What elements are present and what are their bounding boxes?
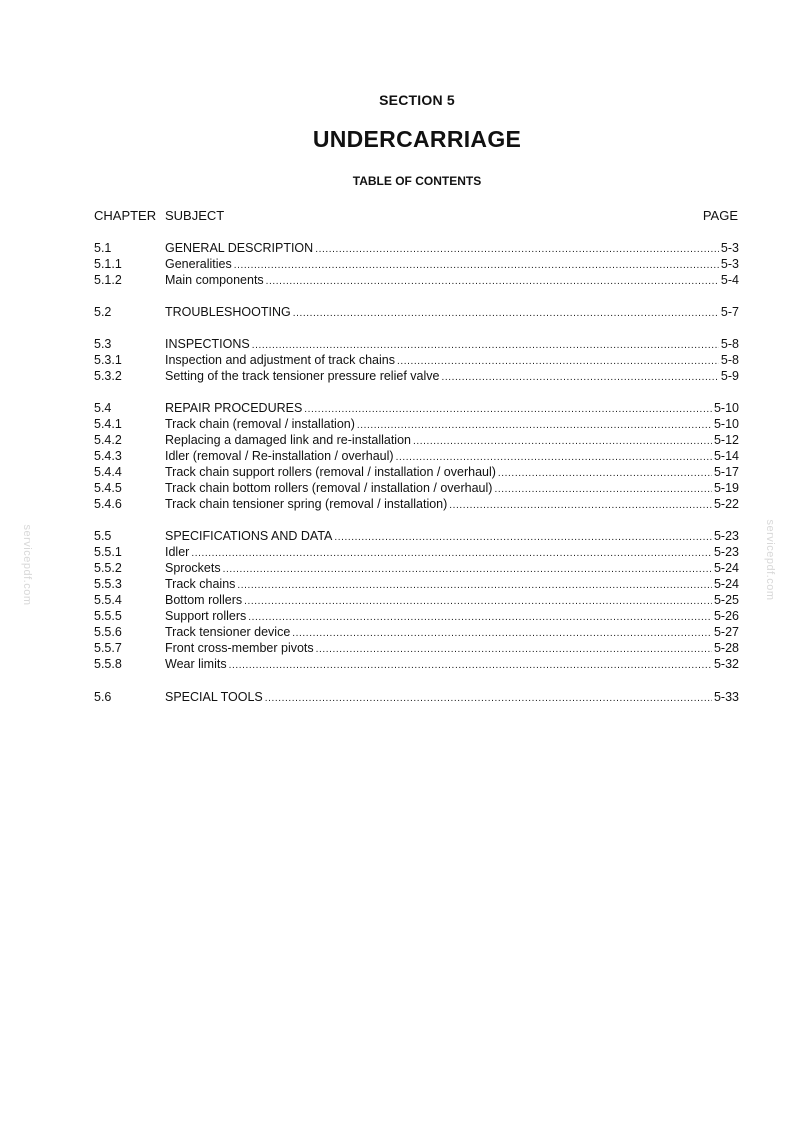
dot-leader: [265, 691, 712, 707]
toc-entry: [94, 464, 739, 480]
toc-entry-number: 5.1: [94, 241, 112, 255]
toc-entry-number: 5.5: [94, 529, 112, 543]
toc-entry: [94, 448, 739, 464]
toc-entry: [94, 560, 739, 576]
toc-entry-subject: Idler (removal / Re-installation / overhaul): [165, 449, 394, 463]
toc-entry-number: 5.5.1: [94, 545, 122, 559]
toc-entry: [94, 480, 739, 496]
toc-entry: [94, 496, 739, 512]
toc-entry: [94, 576, 739, 592]
toc-entry-page: 5-17: [713, 465, 739, 479]
toc-entry-subject: Track chain tensioner spring (removal / installation): [165, 497, 448, 511]
toc-entry-subject: Support rollers: [165, 609, 247, 623]
toc-entry-page: 5-12: [713, 433, 739, 447]
toc-entry-subject: Sprockets: [165, 561, 221, 575]
toc-entry-number: 5.4.3: [94, 449, 122, 463]
toc-entry-number: 5.3.1: [94, 353, 122, 367]
toc-entry-number: 5.5.7: [94, 641, 122, 655]
toc-entry-subject: INSPECTIONS: [165, 337, 250, 351]
toc-entry-subject: Inspection and adjustment of track chains: [165, 353, 395, 367]
toc-entry-page: 5-33: [713, 690, 739, 704]
toc-entry-number: 5.5.8: [94, 657, 122, 671]
page-title: UNDERCARRIAGE: [312, 126, 522, 152]
toc-entry-page: 5-4: [720, 273, 739, 287]
toc-entry: [94, 592, 739, 608]
toc-entry-subject: Bottom rollers: [165, 593, 243, 607]
toc-entry-page: 5-8: [720, 337, 739, 351]
toc-entry-page: 5-3: [720, 257, 739, 271]
toc-entry-subject: Main components: [165, 273, 264, 287]
toc-entry: [94, 272, 739, 288]
toc-entry: [94, 656, 739, 672]
toc-entry-page: 5-7: [720, 305, 739, 319]
toc-entry-subject: TROUBLESHOOTING: [165, 305, 291, 319]
page-column-header: PAGE: [702, 208, 738, 223]
toc-entry: [94, 240, 739, 256]
toc-entry-subject: Setting of the track tensioner pressure relief valve: [165, 369, 440, 383]
toc-entry: [94, 689, 739, 705]
toc-entry: [94, 544, 739, 560]
toc-entry-number: 5.3.2: [94, 369, 122, 383]
toc-entry-number: 5.4.4: [94, 465, 122, 479]
dot-leader: [266, 274, 719, 290]
toc-entry-number: 5.6: [94, 690, 112, 704]
toc-entry: [94, 368, 739, 384]
dot-leader: [441, 370, 718, 386]
toc-entry-page: 5-24: [713, 561, 739, 575]
toc-entry-number: 5.4.5: [94, 481, 122, 495]
toc-entry-number: 5.5.4: [94, 593, 122, 607]
toc-heading: TABLE OF CONTENTS: [352, 174, 482, 188]
toc-entry-number: 5.5.6: [94, 625, 122, 639]
subject-column-header: SUBJECT: [165, 208, 225, 223]
toc-entry-subject: Track chains: [165, 577, 236, 591]
toc-entry-number: 5.4: [94, 401, 112, 415]
toc-entry-page: 5-25: [713, 593, 739, 607]
toc-entry-page: 5-26: [713, 609, 739, 623]
toc-entry-subject: Track chain bottom rollers (removal / installation / overhaul): [165, 481, 493, 495]
toc-entry-subject: Wear limits: [165, 657, 227, 671]
toc-entry-number: 5.4.1: [94, 417, 122, 431]
toc-entry-subject: Idler: [165, 545, 190, 559]
watermark-left: servicepdf.com: [21, 524, 33, 606]
toc-entry: [94, 640, 739, 656]
toc-entry-subject: Track chain (removal / installation): [165, 417, 355, 431]
toc-entry-page: 5-14: [713, 449, 739, 463]
toc-entry-number: 5.1.1: [94, 257, 122, 271]
toc-entry-page: 5-23: [713, 545, 739, 559]
dot-leader: [293, 306, 719, 322]
toc-entry-number: 5.5.3: [94, 577, 122, 591]
toc-entry-subject: Front cross-member pivots: [165, 641, 314, 655]
toc-entry-page: 5-10: [713, 417, 739, 431]
toc-entry: [94, 624, 739, 640]
toc-entry-page: 5-9: [720, 369, 739, 383]
toc-entry-page: 5-10: [713, 401, 739, 415]
toc-entry: [94, 432, 739, 448]
section-label: SECTION 5: [379, 92, 455, 108]
toc-entry-number: 5.4.6: [94, 497, 122, 511]
toc-entry: [94, 256, 739, 272]
watermark-right: servicepdf.com: [764, 519, 776, 601]
toc-entry-page: 5-27: [713, 625, 739, 639]
toc-entry: [94, 608, 739, 624]
toc-entry-number: 5.3: [94, 337, 112, 351]
toc-entry-subject: Track tensioner device: [165, 625, 291, 639]
toc-entry-page: 5-8: [720, 353, 739, 367]
dot-leader: [449, 498, 712, 514]
toc-entry-subject: Generalities: [165, 257, 232, 271]
toc-entry-page: 5-32: [713, 657, 739, 671]
toc-entry-subject: Track chain support rollers (removal / installation / overhaul): [165, 465, 496, 479]
toc-entry: [94, 304, 739, 320]
toc-entry-page: 5-3: [720, 241, 739, 255]
toc-entry-page: 5-23: [713, 529, 739, 543]
toc-entry-page: 5-28: [713, 641, 739, 655]
toc-entry: [94, 400, 739, 416]
toc-entry-subject: REPAIR PROCEDURES: [165, 401, 303, 415]
toc-entry-subject: GENERAL DESCRIPTION: [165, 241, 314, 255]
toc-entry-number: 5.2: [94, 305, 112, 319]
toc-entry-subject: SPECIAL TOOLS: [165, 690, 263, 704]
toc-entry: [94, 336, 739, 352]
toc-entry: [94, 416, 739, 432]
toc-entry-page: 5-19: [713, 481, 739, 495]
toc-entry: [94, 352, 739, 368]
dot-leader: [229, 658, 712, 674]
toc-entry-page: 5-22: [713, 497, 739, 511]
toc-entry: [94, 528, 739, 544]
toc-entry-subject: SPECIFICATIONS AND DATA: [165, 529, 333, 543]
toc-entry-number: 5.5.2: [94, 561, 122, 575]
toc-entry-number: 5.5.5: [94, 609, 122, 623]
toc-entry-number: 5.1.2: [94, 273, 122, 287]
toc-entry-subject: Replacing a damaged link and re-installation: [165, 433, 411, 447]
toc-entry-page: 5-24: [713, 577, 739, 591]
chapter-column-header: CHAPTER: [94, 208, 157, 223]
toc-entry-number: 5.4.2: [94, 433, 122, 447]
